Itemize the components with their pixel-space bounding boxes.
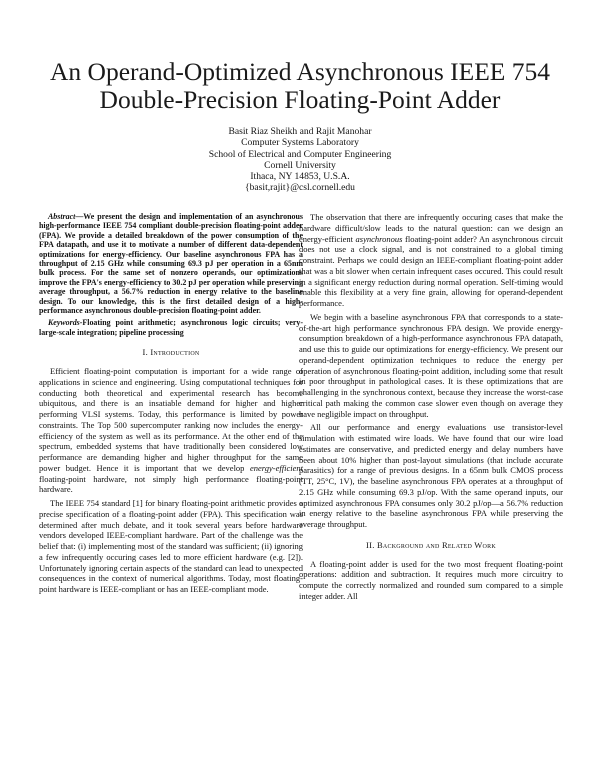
intro-p1-text-a: Efficient floating-point computation is important for a wide range of applications in science and engineering. Using computational techniques for conducting both theoretical and experimental research has become ubiquitous, and there is an insatiable demand for higher and higher performing VLSI systems. Today, this performance is limited by power constraints. The Top 500 supercomputer ranking now includes the energy-efficiency of the system as well as its performance. At the other end of the spectrum, embedded systems that have traditionally been considered low performance are demanding higher and higher throughput for the same power budget. Hence it is important that we develop xyxy=(39,366,303,473)
keywords-label: Keywords xyxy=(48,318,80,328)
right-paragraph-4: A floating-point adder is used for the two most frequent floating-point operations: addition and subtraction. It requires much more circuitry to compute the correctly normalized and rounded sum compared to a simple integer adder. All xyxy=(299,558,563,601)
right-paragraph-3: All our performance and energy evaluations use transistor-level simulation with estimated wire loads. We have found that our wire load estimates are conservative, and predicted energy and delay numbers have been about 10% higher than post-layout simulations (that include accurate parasitics) for a range of previous designs. In a 65nm bulk CMOS process (TT, 25°C, 1V), the baseline asynchronous FPA operates at a throughput of 2.15 GHz while consuming 69.3 pJ/op. With the same operand inputs, our optimized asynchronous FPA consumes only 30.2 pJ/op—a 56.7% reduction in energy relative to the baseline asynchronous FPA while preserving the average throughput. xyxy=(299,422,563,529)
right-p1-emphasis: asynchronous xyxy=(355,233,403,244)
intro-paragraph-2: The IEEE 754 standard [1] for binary floating-point arithmetic provides a precise specification of a floating-point adder (FPA). This specification was determined after much debate, and it took several years before hardware vendors developed IEEE-compliant hardware. Part of the challenge was the belief that: (i) implementing most of the standard was sufficient; (ii) ignoring a few infrequently occuring cases led to more efficient hardware (e.g. [2]). Unfortunately ignoring certain aspects of the standard can lead to unexpected consequences in the context of numerical algorithms. Today, most floating-point hardware is IEEE-compliant or has an IEEE-compliant mode. xyxy=(39,498,303,595)
author-lab: Computer Systems Laboratory xyxy=(241,137,359,149)
title-line-2: Double-Precision Floating-Point Adder xyxy=(99,85,501,114)
abstract xyxy=(39,212,303,315)
author-school: School of Electrical and Computer Engineering xyxy=(208,148,392,160)
section-heading-introduction: I. Introduction xyxy=(142,347,200,358)
right-paragraph-1 xyxy=(299,212,563,309)
right-p1-text-b: floating-point adder? An asynchronous circuit does not use a clock signal, and is not constrained to a global timing constraint. Perhaps we could design an IEEE-compliant floating-point adder that was a bit slower when certain infrequent cases occured. This could result in a significant energy reduction during normal operation. Self-timing would enable this flexibility at a very fine grain, allowing for operand-dependent performance. xyxy=(299,233,563,308)
right-paragraph-2: We begin with a baseline asynchronous FPA that corresponds to a state-of-the-art high performance synchronous FPA design. We provide energy-consumption breakdown of a high-performance asynchronous FPA datapath, and use this to guide our optimizations for energy-efficiency. We present our operand-dependent optimization techniques to reduce the energy per operation of asynchronous floating-point addition, including some that result in poor throughput in pathological cases. It is these optimizations that are challenging in the synchronous context, because they increase the worst-case critical path making the common case slower even though on average they have negligible impact on throughput. xyxy=(299,311,563,419)
right-p1-text-a: The observation that there are infrequently occuring cases that make the hardware difficult/slow leads to the natural question: can we design an energy-efficient xyxy=(299,212,563,244)
keywords xyxy=(39,318,303,337)
author-block xyxy=(150,126,450,194)
author-university: Cornell University xyxy=(264,159,336,171)
author-names: Basit Riaz Sheikh and Rajit Manohar xyxy=(228,126,372,137)
intro-p1-text-b: floating-point hardware, not simply high performance floating-point hardware. xyxy=(39,473,303,495)
title-line-1: An Operand-Optimized Asynchronous IEEE 754 xyxy=(50,57,550,86)
section-heading-background: II. Background and Related Work xyxy=(366,539,496,550)
right-column xyxy=(299,212,563,602)
abstract-text: —We present the design and implementation of an asynchronous high-performance IEEE 754 compliant double-precision floating-point adder (FPA). We provide a detailed breakdown of the power consumption of the FPA datapath, and use it to motivate a number of different data-dependent optimizations for energy-efficiency. Our baseline asynchronous FPA has a throughput of 2.15 GHz while consuming 69.3 pJ per operation in a 65nm bulk process. For the same set of nonzero operands, our optimizations improve the FPA's energy-efficiency to 30.2 pJ per operation while preserving average throughput, a 56.7% reduction in energy relative to the baseline design. To our knowledge, this is the first detailed design of a high-performance asynchronous double-precision floating-point adder. xyxy=(39,212,303,316)
author-email: {basit,rajit}@csl.cornell.edu xyxy=(245,182,355,194)
paper-title xyxy=(40,58,560,114)
author-location: Ithaca, NY 14853, U.S.A. xyxy=(250,171,350,183)
left-column xyxy=(39,212,303,595)
intro-p1-emphasis: energy-efficient xyxy=(249,462,303,473)
abstract-label: Abstract xyxy=(48,212,76,221)
keywords-text: -Floating point arithmetic; asynchronous logic circuits; very-large-scale integration; pipeline processing xyxy=(39,318,303,337)
intro-paragraph-1 xyxy=(39,366,303,495)
